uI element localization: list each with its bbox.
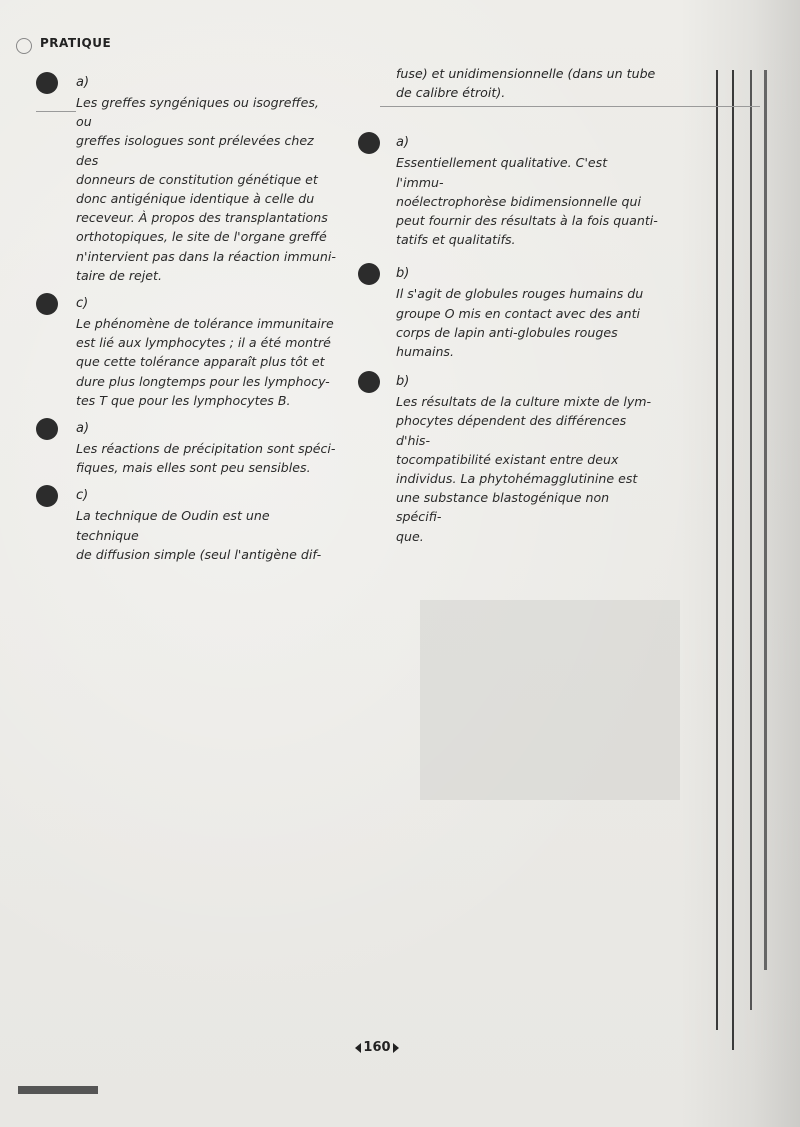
answer-text: Essentiellement qualitative. C'est l'immu- noélectrophorèse bidimensionnelle qui peut fournir des résultats à la fois quanti- tatifs et qualitatifs. — [396, 155, 658, 248]
answer-item — [36, 74, 336, 285]
left-column — [36, 74, 336, 574]
scan-smudge — [420, 600, 680, 800]
page-edge-shadow — [680, 0, 800, 1127]
answer-item — [358, 265, 658, 361]
question-number-badge — [358, 132, 380, 154]
edge-line — [732, 70, 734, 1050]
answer-text: La technique de Oudin est une technique de diffusion simple (seul l'antigène dif- — [76, 508, 322, 562]
page-number — [352, 1040, 402, 1055]
answer-text: Le phénomène de tolérance immunitaire est lié aux lymphocytes ; il a été montré que cette tolérance apparaît plus tôt et dure plus longtemps pour les lymphocy- tes T que pour les lymphocytes B. — [76, 316, 334, 408]
question-number-badge — [36, 293, 58, 315]
question-number-badge — [358, 263, 380, 285]
answer-letter: b) — [396, 374, 410, 390]
answer-letter: c) — [76, 488, 89, 504]
left-triangle-icon — [355, 1043, 361, 1053]
question-number-badge — [36, 485, 58, 507]
answer-letter: c) — [76, 296, 89, 312]
section-label: PRATIQUE — [40, 36, 112, 50]
answer-item — [36, 420, 336, 477]
answer-letter: a) — [76, 421, 90, 437]
edge-line — [716, 70, 718, 1030]
right-column — [358, 64, 658, 556]
edge-line — [750, 70, 752, 1010]
page-number-value: 160 — [363, 1040, 391, 1055]
edge-line — [764, 70, 767, 970]
answer-text: Il s'agit de globules rouges humains du groupe O mis en contact avec des anti corps de lapin anti-globules rouges humains. — [396, 286, 644, 360]
continued-text: fuse) et unidimensionnelle (dans un tube de calibre étroit). — [396, 66, 656, 101]
question-number-badge — [358, 371, 380, 393]
answer-letter: b) — [396, 266, 410, 282]
answer-text: Les résultats de la culture mixte de lym- phocytes dépendent des différences d'his- tocompatibilité existant entre deux individus. La phytohémagglutinine est une substance blastogénique non spécifi- que. — [396, 394, 652, 544]
header-mark-icon — [16, 38, 32, 54]
question-number-badge — [36, 418, 58, 440]
answer-item — [36, 487, 336, 564]
answer-letter: a) — [396, 135, 410, 151]
answer-text: Les réactions de précipitation sont spéci- fiques, mais elles sont peu sensibles. — [76, 441, 336, 476]
answer-item — [358, 373, 658, 546]
right-triangle-icon — [393, 1043, 399, 1053]
answer-text: Les greffes syngéniques ou isogreffes, ou greffes isologues sont prélevées chez des donneurs de constitution génétique et donc antigénique identique à celle du receveur. À propos des transplantations orthotopiques, le site de l'organe greffé n'intervient pas dans la réaction immuni- taire de rejet. — [76, 95, 336, 283]
answer-item — [36, 295, 336, 410]
question-number-badge — [36, 72, 58, 94]
footer-bar — [18, 1086, 98, 1094]
answer-item — [358, 134, 658, 249]
answer-letter: a) — [76, 75, 90, 90]
